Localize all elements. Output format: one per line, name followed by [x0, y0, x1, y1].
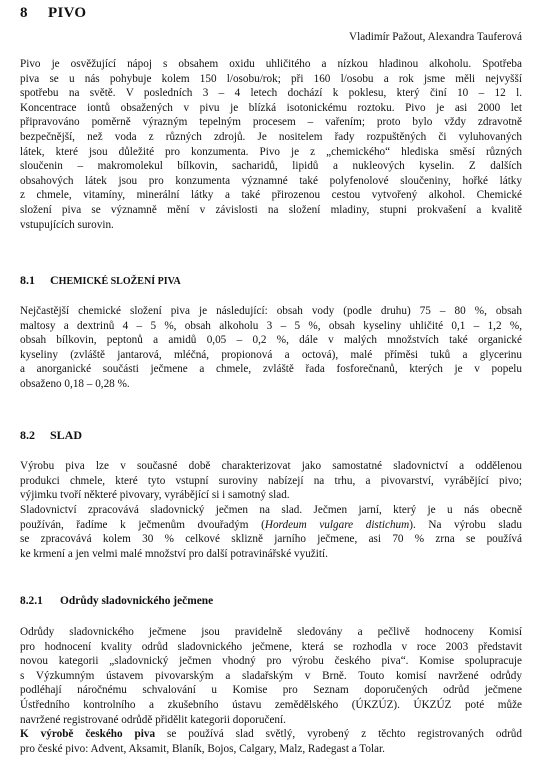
s821-line: pro hodnocení kvality odrůd sladovnického ječmene, která se rozhodla v roce 2003 představit	[20, 640, 522, 653]
chapter-heading	[20, 6, 86, 21]
section-number: 8.2	[20, 428, 35, 442]
intro-line: Pivo je osvěžující nápoj s obsahem oxidu uhličitého a nízkou hladinou alkoholu. Spotřeba	[20, 58, 522, 70]
authors: Vladimír Pažout, Alexandra Tauferová	[349, 31, 522, 43]
s821-line: s Výzkumným ústavem pivovarským a sladařským v Brně. Touto komisí navržené odrůdy	[20, 669, 522, 682]
intro-line: sloučenin – makromolekul bílkovin, sacharidů, lipidů a nukleových kyselin. Z dalších	[20, 160, 522, 173]
s81-line: obsah bílkovin, peptonů a amidů 0,05 – 0,2 %, dále v malých množstvích také organické	[20, 334, 522, 347]
s81-line: Nejčastější chemické složení piva je následující: obsah vody (podle druhu) 75 – 80 %, obsah	[20, 305, 522, 317]
section-number: 8.1	[20, 273, 35, 287]
section-title: SLAD	[50, 428, 83, 442]
section-title: Odrůdy sladovnického ječmene	[60, 595, 214, 607]
s81-line: a anorganické součásti ječmene a chmele, zvláště řada fosforečnanů, kterých je v popelu	[20, 363, 522, 376]
bold-lead: K výrobě českého piva	[20, 728, 156, 741]
latin-name: Hordeum vulgare distichum	[264, 518, 410, 531]
s821-line: pro české pivo: Advent, Aksamit, Blaník, Bojos, Calgary, Malz, Radegast a Tolar.	[20, 742, 385, 755]
chapter-title: PIVO	[48, 5, 87, 21]
s81-line: obsaženo 0,18 – 0,28 %.	[20, 377, 130, 390]
s821-line: podléhají náročnému schvalování u Komise pro Seznam doporučených odrůd ječmene	[20, 684, 522, 697]
section-8-1-paragraph	[20, 304, 522, 392]
s82-line-with-latin	[20, 518, 522, 533]
s821-line: navržené registrované odrůdě přidělit kategorii doporučení.	[20, 713, 286, 726]
intro-line: složení piva se významně mění v závislosti na složení mladiny, stupni prokvašení a kvalitě	[20, 203, 522, 216]
s821-line-part: se používá slad světlý, vyrobený z těchto registrovaných odrůd	[155, 728, 522, 741]
intro-line: spotřebu na světě. V posledních 3 – 4 letech dochází k poklesu, který činí 10 – 12 l.	[20, 87, 522, 100]
s82-line: výjimku tvoří některé pivovary, vyrábějící si i samotný slad.	[20, 489, 290, 502]
s82-line: ke krmení a jen velmi malé množství pro další potravinářské využití.	[20, 547, 328, 560]
s82-line: Sladovnictví zpracovává sladovnický ječmen na slad. Ječmen jarní, který je u nás obecně	[20, 504, 522, 516]
intro-line: látek, které jsou důležité pro konzumenta. Pivo je z „chemického“ hlediska směsí různých	[20, 145, 522, 158]
s821-line: novou kategorii „sladovnický ječmen vhodný pro výrobu českého piva“. Komise spolupracuje	[20, 655, 522, 668]
intro-paragraph	[20, 57, 522, 232]
section-8-2-paragraph-1	[20, 459, 522, 503]
intro-line: vstupujících surovin.	[20, 218, 114, 231]
chapter-number: 8	[20, 5, 28, 21]
intro-line: obsahových látek jsou pro konzumenta významné také polyfenolové sloučeniny, hořké látky	[20, 174, 522, 187]
s82-line: produkci chmele, které tyto vstupní suroviny nabízejí na trhu, a pivovarství, vyrábějící pivo;	[20, 474, 522, 487]
s82-line-part: používán, řadíme k ječmenům dvouřadým (	[20, 518, 265, 531]
s821-line: Odrůdy sladovnického ječmene jsou pravidelně sledovány a pečlivě hodnoceny Komisí	[20, 626, 522, 638]
section-8-2-paragraph-2	[20, 503, 522, 561]
intro-line: Koncentrace iontů obsažených v pivu je blízká isotonickému roztoku. Pivo je asi 2000 let	[20, 101, 522, 114]
s82-line-part: ). Na výrobu sladu	[409, 518, 522, 531]
s82-line: Výrobu piva lze v současné době charakterizovat jako samostatné sladovnictví a oddělenou	[20, 460, 522, 472]
section-heading-8-2-1	[20, 594, 213, 609]
s821-line: Ústředního kontrolního a zkušebního ústavu zemědělského (ÚKZÚZ). ÚKZÚZ poté může	[20, 698, 522, 711]
intro-line: piva se u nás pohybuje kolem 150 l/osobu/rok; při 160 l/osobu a rok jsme měli nejvyšší	[20, 72, 522, 85]
s821-line-bold-lead	[20, 727, 522, 742]
section-heading-8-2	[20, 428, 82, 443]
section-number: 8.2.1	[20, 595, 43, 607]
section-8-2-1-paragraph	[20, 625, 522, 756]
section-title-first: C	[50, 273, 59, 287]
s82-line: se zpracovává kolem 30 % celkové sklizně jarního ječmene, asi 70 % zrna se používá	[20, 533, 522, 546]
section-heading-8-1	[20, 273, 181, 290]
section-title-rest: HEMICKÉ SLOŽENÍ PIVA	[58, 276, 181, 287]
intro-line: bezpečnější, než voda z různých zdrojů. Je nositelem řady rozpuštěných či vyluhovaných	[20, 130, 522, 143]
intro-line: připravováno poměrně výrazným tepelným procesem – vařením; proto bylo vždy zdravotně	[20, 116, 522, 129]
intro-line: z chmele, vitamíny, minerální látky a také přirozenou cestou vytvořený alkohol. Chemické	[20, 189, 522, 202]
s81-line: maltosy a dextrinů 4 – 5 %, obsah alkoholu 3 – 5 %, obsah kyseliny uhličité 0,1 – 1,2 %,	[20, 319, 522, 332]
s81-line: kyseliny (zvláště jantarová, mléčná, propionová a octová), malé příměsi tuků a glycerinu	[20, 348, 522, 361]
